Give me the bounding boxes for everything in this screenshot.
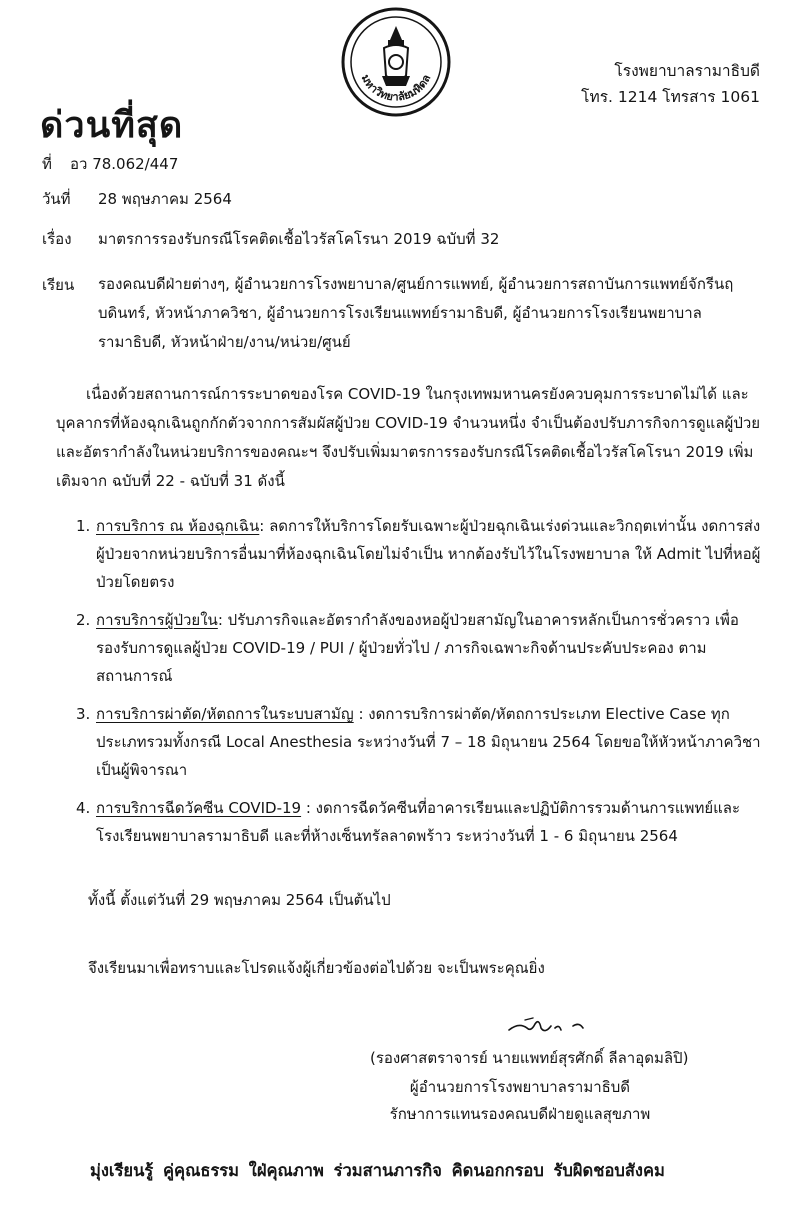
hospital-phone: โทร. 1214 โทรสาร 1061 — [581, 88, 760, 106]
item-text: ลดการให้บริการโดยรับเฉพาะผู้ป่วยฉุกเฉินเร่งด่วนและวิกฤตเท่านั้น งดการส่งผู้ป่วยจากหน่วยบริการอื่นมาที่ห้องฉุกเฉินโดยไม่จำเป็น หากต้องรับไว้ในโรงพยาบาล ให้ Admit ไปที่หอผู้ป่วยโดยตรง — [96, 517, 761, 591]
item-text: ปรับภารกิจและอัตรากำลังของหอผู้ป่วยสามัญในอาคารหลักเป็นการชั่วคราว เพื่อรองรับการดูแลผู้ป่วย COVID-19 / PUI / ผู้ป่วยทั่วไป / ภารกิจเฉพาะกิจด้านประคับประคอง ตามสถานการณ์ — [96, 611, 739, 685]
hospital-name: โรงพยาบาลรามาธิบดี — [614, 62, 760, 80]
measure-item-2 — [76, 606, 762, 690]
to-recipients: รองคณบดีฝ่ายต่างๆ, ผู้อำนวยการโรงพยาบาล/ศูนย์การแพทย์, ผู้อำนวยการสถาบันการแพทย์จักรีนฤบดินทร์, หัวหน้าภาควิชา, ผู้อำนวยการโรงเรียนแพทย์รามาธิบดี, ผู้อำนวยการโรงเรียนพยาบาลรามาธิบดี, หัวหน้าฝ่าย/งาน/หน่วย/ศูนย์ — [98, 275, 734, 351]
item-text: งดการฉีดวัคซีนที่อาคารเรียนและปฏิบัติการรวมด้านการแพทย์และโรงเรียนพยาบาลรามาธิบดี และที่ห้างเซ็นทรัลลาดพร้าว ระหว่างวันที่ 1 - 6 มิถุนายน 2564 — [96, 799, 741, 845]
item-title: การบริการฉีดวัคซีน COVID-19 — [96, 799, 302, 817]
ref-label: ที่ — [42, 155, 52, 173]
university-seal-icon — [340, 6, 452, 118]
effective-date: ทั้งนี้ ตั้งแต่วันที่ 29 พฤษภาคม 2564 เป็นต้นไป — [88, 891, 391, 909]
seal-text: มหาวิทยาลัยมหิดล — [358, 72, 434, 104]
item-separator: : — [217, 611, 228, 629]
measure-item-1 — [76, 512, 762, 596]
measure-item-3 — [76, 700, 762, 784]
item-text: งดการบริการผ่าตัด/หัตถการประเภท Elective Case ทุกประเภทรวมทั้งกรณี Local Anesthesia ระหว่างวันที่ 7 – 18 มิถุนายน 2564 โดยขอให้หัวหน้าภาควิชาเป็นผู้พิจารณา — [96, 705, 761, 779]
item-separator: : — [259, 517, 270, 535]
item-separator: : — [353, 705, 369, 723]
item-separator: : — [301, 799, 316, 817]
signer-position: ผู้อำนวยการโรงพยาบาลรามาธิบดี — [409, 1078, 631, 1096]
item-number: 3. — [76, 705, 91, 723]
signer-acting-role: รักษาการแทนรองคณบดีฝ่ายดูแลสุขภาพ — [389, 1105, 651, 1123]
item-title: การบริการ ณ ห้องฉุกเฉิน — [96, 517, 260, 535]
subject-label: เรื่อง — [42, 230, 72, 248]
footer-motto: มุ่งเรียนรู้ คู่คุณธรรม ใฝ่คุณภาพ ร่วมสานภารกิจ คิดนอกกรอบ รับผิดชอบสังคม — [90, 1161, 665, 1180]
item-number: 1. — [76, 517, 91, 535]
subject-value: มาตรการรองรับกรณีโรคติดเชื้อไวรัสโคโรนา 2019 ฉบับที่ 32 — [98, 230, 500, 248]
item-title: การบริการผ่าตัด/หัตถการในระบบสามัญ — [96, 705, 354, 723]
closing-line: จึงเรียนมาเพื่อทราบและโปรดแจ้งผู้เกี่ยวข้องต่อไปด้วย จะเป็นพระคุณยิ่ง — [88, 959, 545, 977]
urgency-heading: ด่วนที่สุด — [40, 104, 184, 146]
item-number: 2. — [76, 611, 91, 629]
date-value: 28 พฤษภาคม 2564 — [98, 190, 232, 208]
item-title: การบริการผู้ป่วยใน — [96, 611, 218, 629]
measure-item-4 — [76, 794, 762, 850]
signature-icon — [505, 1012, 595, 1042]
letterhead-contact — [560, 58, 760, 110]
to-label: เรียน — [42, 276, 75, 294]
signer-name: (รองศาสตราจารย์ นายแพทย์สุรศักดิ์ ลีลาอุดมลิปิ) — [370, 1049, 689, 1067]
ref-number: อว 78.062/447 — [70, 155, 179, 173]
item-number: 4. — [76, 799, 91, 817]
intro-paragraph: เนื่องด้วยสถานการณ์การระบาดของโรค COVID-19 ในกรุงเทพมหานครยังควบคุมการระบาดไม่ได้ และบุคลากรที่ห้องฉุกเฉินถูกกักตัวจากการสัมผัสผู้ป่วย COVID-19 จำนวนหนึ่ง จำเป็นต้องปรับภารกิจการดูแลผู้ป่วย และอัตรากำลังในหน่วยบริการของคณะฯ จึงปรับเพิ่มมาตรการรองรับกรณีโรคติดเชื้อไวรัสโคโรนา 2019 เพิ่มเติมจาก ฉบับที่ 22 - ฉบับที่ 31 ดังนี้ — [56, 385, 761, 490]
date-label: วันที่ — [42, 190, 71, 208]
